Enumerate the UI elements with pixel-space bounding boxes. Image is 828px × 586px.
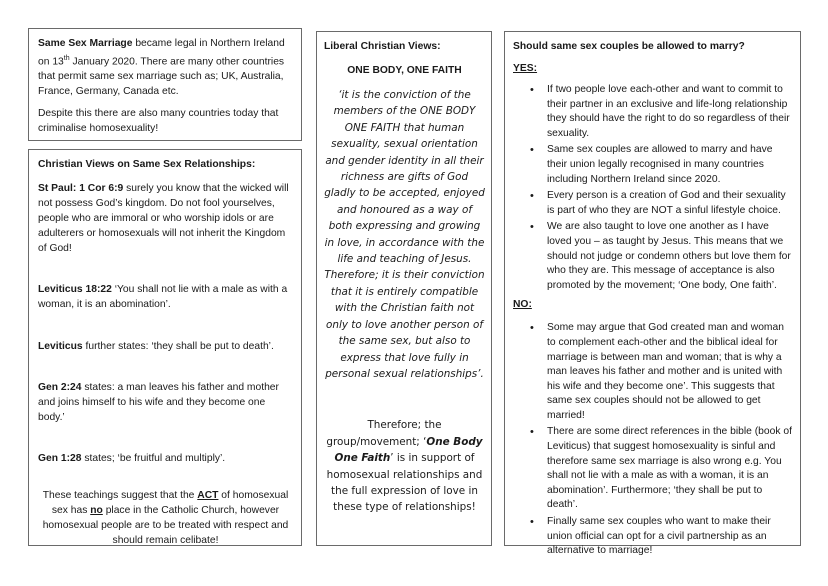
yes-point: • We are also taught to love one another as I have loved you – as taught by Jesus. This means that we should not judge or condemn others but love them for who they are. This message of acceptance is also promoted by the movement; ‘One body, One faith’. <box>513 220 792 293</box>
leviticus-further-passage <box>38 339 293 354</box>
christian-heading: Christian Views on Same Sex Relationships: <box>38 159 256 170</box>
christian-views-box <box>28 149 302 546</box>
no-label: NO: <box>513 299 532 311</box>
therefore-text-b: ’ is in support of homosexual relationships and the full expression of love in these type of relationships! <box>326 452 483 514</box>
therefore-group-name: One Body One Faith <box>334 435 483 465</box>
yes-point: • If two people love each-other and want to commit to their partner in an exclusive and life-long relationship they should have the right to do so regardless of their sexuality. <box>513 83 792 141</box>
conclusion-text-b: of homosexual sex has <box>51 490 289 516</box>
no-point: • Finally same sex couples who want to make their union official can opt for a civil partnership as an alternative to marriage! <box>513 515 792 559</box>
liberal-subheading: ONE BODY, ONE FAITH <box>347 65 462 76</box>
liberal-views-box <box>316 31 492 546</box>
st-paul-text: surely you know that the wicked will not possess God’s kingdom. Do not fool yourselves, people who are immoral or who worship idols or are adulterers or homosexuals will not inherit the Kingdom of God! <box>38 183 289 254</box>
conclusion-text-c: place in the Catholic Church, however homosexual people are to be treated with respect and should remain celibate! <box>42 505 289 546</box>
intro-sup: th <box>63 55 70 62</box>
liberal-quote: ‘it is the conviction of the members of the ONE BODY ONE FAITH that human sexuality, sexual orientation and gender identity in all their richness are gifts of God gladly to be accepted, enjoyed and honoured as a way of both expressing and growing in love, in accordance with the life and teaching of Jesus. Therefore; it is their conviction that it is entirely compatible with the Christian faith not only to love another person of the same sex, but also to express that love fully in personal sexual relationships’. <box>324 89 485 380</box>
leviticus-text: ‘You shall not lie with a male as with a woman, it is an abomination’. <box>38 284 288 310</box>
intro-lead-bold: Same Sex Marriage <box>38 38 133 49</box>
st-paul-ref: St Paul: 1 Cor 6:9 <box>38 183 124 194</box>
genesis-224-text: states: a man leaves his father and mother and joins himself to his wife and they become one body.’ <box>38 382 279 423</box>
leviticus-passage <box>38 282 293 312</box>
yes-label: YES: <box>513 63 538 74</box>
therefore-text-a: Therefore; the group/movement; ‘ <box>326 419 442 448</box>
liberal-therefore <box>324 417 485 515</box>
intro-text-a: became legal in Northern Ireland on 13 <box>38 38 285 68</box>
no-point: • Some may argue that God created man and woman to complement each-other and the biblical ideal for marriage is between man and woman; that is why a man leaves his father and mother and is united with his wife and they become one’. This suggests that same sex couples should not be allowed to get married! <box>513 321 792 423</box>
yes-point: • Same sex couples are allowed to marry and have their union legally recognised in many countries including Northern Ireland since 2020. <box>513 143 792 187</box>
leviticus-ref: Leviticus 18:22 <box>38 284 112 295</box>
no-list <box>513 321 792 559</box>
genesis-224-ref: Gen 2:24 <box>38 382 82 393</box>
no-point: • There are some direct references in the bible (book of Leviticus) that suggest homosexuality is sinful and therefore same sex marriage is also wrong e.g. You shall not lie with a male as with a woman, it is an abomination’. Furthermore; ‘they shall be put to death’. <box>513 425 792 513</box>
genesis-128-text: states; ‘be fruitful and multiply’. <box>81 453 226 464</box>
leviticus-further-ref: Leviticus <box>38 341 83 352</box>
genesis-128-ref: Gen 1:28 <box>38 453 82 464</box>
intro-box <box>28 28 302 141</box>
yes-list <box>513 83 792 293</box>
genesis-128-passage <box>38 451 293 466</box>
conclusion-text-a: These teachings suggest that the <box>42 490 198 501</box>
st-paul-passage <box>38 181 293 256</box>
intro-paragraph-2: Despite this there are also many countries today that criminalise homosexuality! <box>38 108 279 135</box>
genesis-224-passage <box>38 380 293 425</box>
debate-box <box>504 31 801 557</box>
christian-conclusion <box>38 488 293 548</box>
conclusion-no: no <box>90 505 103 516</box>
yes-point: • Every person is a creation of God and their sexuality is part of who they are NOT a sinful lifestyle choice. <box>513 189 792 218</box>
leviticus-further-text: further states: ‘they shall be put to death’. <box>82 341 274 352</box>
intro-text-b: January 2020. There are many other countries that permit same sex marriage such as; UK, Australia, France, Germany, Canada etc. <box>38 56 285 98</box>
liberal-heading: Liberal Christian Views: <box>324 41 441 52</box>
intro-paragraph <box>38 36 293 99</box>
conclusion-act: ACT <box>197 490 219 501</box>
debate-heading: Should same sex couples be allowed to marry? <box>513 41 745 52</box>
